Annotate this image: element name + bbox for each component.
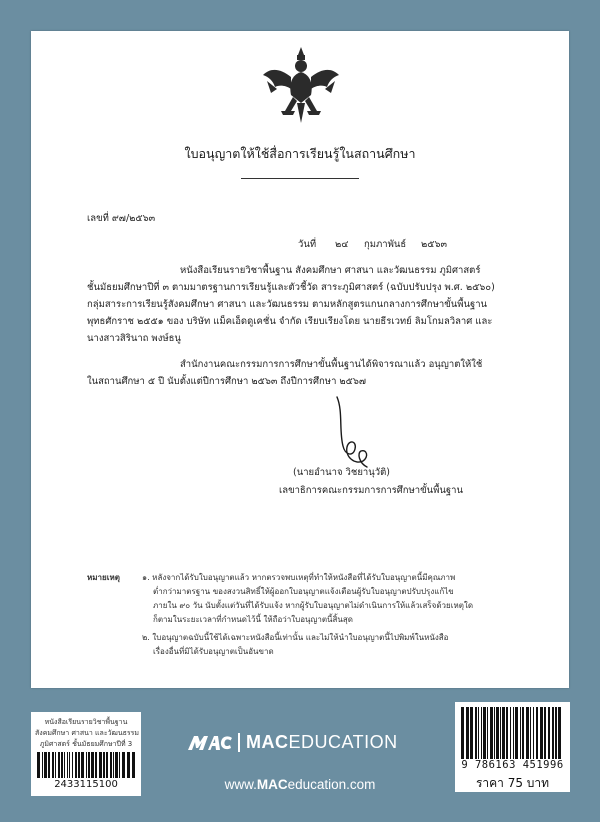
- date-month: กุมภาพันธ์: [364, 239, 407, 250]
- url-bold: MAC: [256, 777, 288, 792]
- signer-title: เลขาธิการคณะกรรมการการศึกษาขั้นพื้นฐาน: [279, 485, 463, 496]
- date-day: ๒๔: [335, 239, 349, 250]
- paragraph1-line: หนังสือเรียนรายวิชาพื้นฐาน สังคมศึกษา ศาสนา และวัฒนธรรม ภูมิศาสตร์: [180, 265, 481, 276]
- brand-divider: [238, 733, 240, 752]
- isbn-barcode-box: [455, 702, 570, 792]
- book-price: ราคา 75 บาท: [475, 776, 550, 790]
- date-year: ๒๕๖๓: [421, 239, 447, 250]
- book-info-line: หนังสือเรียนรายวิชาพื้นฐาน: [44, 718, 128, 726]
- brand-logo: [188, 732, 418, 754]
- paragraph1-line: นางสาวสิรินาถ พงษ์ธนู: [87, 333, 181, 344]
- note-label: หมายเหตุ: [87, 573, 120, 582]
- brand-name-rest: EDUCATION: [288, 732, 398, 752]
- garuda-emblem-icon: [261, 45, 341, 127]
- paragraph1-line: พุทธศักราช ๒๕๕๑ ของ บริษัท แม็คเอ็ดดูเคชั่น จำกัด เรียบเรียงโดย นายธีรเวทย์ ลิมโกมลวิลาศ และ: [87, 316, 493, 327]
- note2-line: เรื่องอื่นที่มิได้รับอนุญาตเป็นอันขาด: [153, 647, 274, 656]
- book-info-line: ภูมิศาสตร์ ชั้นมัธยมศึกษาปีที่ 3: [39, 740, 133, 748]
- paragraph2-line: ในสถานศึกษา ๕ ปี นับตั้งแต่ปีการศึกษา ๒๕๖๓ ถึงปีการศึกษา ๒๕๖๗: [87, 376, 367, 387]
- note2-line: ๒. ใบอนุญาตฉบับนี้ใช้ได้เฉพาะหนังสือนี้เท่านั้น และไม่ให้นำใบอนุญาตนี้ไปพิมพ์ในหนังสือ: [142, 633, 449, 642]
- book-info-line: สังคมศึกษา ศาสนา และวัฒนธรรม: [35, 729, 140, 737]
- paragraph1-line: กลุ่มสาระการเรียนรู้สังคมศึกษา ศาสนา และวัฒนธรรม ตามหลักสูตรแกนกลางการศึกษาขั้นพื้นฐาน: [87, 299, 488, 310]
- note1-line: ก็ตามในระยะเวลาที่กำหนดไว้นี้ ให้ถือว่าใบอนุญาตนี้สิ้นสุด: [153, 615, 353, 624]
- date-label: วันที่: [298, 239, 317, 250]
- isbn-digits: 9 786163 451996: [461, 759, 564, 771]
- paragraph1-line: ชั้นมัธยมศึกษาปีที่ ๓ ตามมาตรฐานการเรียนรู้และตัวชี้วัด สาระภูมิศาสตร์ (ฉบับปรับปรุง พ.ศ. ๒๕๖๐): [87, 282, 495, 293]
- note1-line: ๑. หลังจากได้รับใบอนุญาตแล้ว หากตรวจพบเหตุที่ทำให้หนังสือที่ได้รับใบอนุญาตนี้มีคุณภาพ: [142, 573, 456, 582]
- url-prefix: www.: [224, 777, 257, 792]
- url-suffix: education.com: [287, 777, 376, 792]
- signer-name: (นายอำนาจ วิชยานุวัติ): [293, 467, 390, 478]
- product-code: 2433115100: [54, 779, 118, 790]
- brand-name: [246, 732, 398, 753]
- brand-name-bold: MAC: [246, 732, 289, 752]
- note1-line: ต่ำกว่ามาตรฐาน ของสงวนสิทธิ์ให้ผู้ออกใบอนุญาตแจ้งเตือนผู้รับใบอนุญาตปรับปรุงแก้ไข: [153, 587, 454, 596]
- mac-logo-icon: [188, 734, 232, 750]
- document-title: ใบอนุญาตให้ใช้สื่อการเรียนรู้ในสถานศึกษา: [184, 146, 416, 161]
- isbn-barcode-icon: [461, 707, 564, 759]
- document-number: เลขที่ ๙๗/๒๕๖๓: [87, 213, 156, 224]
- license-document: [31, 31, 569, 688]
- note1-line: ภายใน ๙๐ วัน นับตั้งแต่วันที่ได้รับแจ้ง หากผู้รับใบอนุญาตไม่ดำเนินการให้แล้วเสร็จด้วยเหตุใด: [153, 601, 474, 610]
- title-underline: [241, 178, 359, 179]
- product-barcode-icon: [37, 752, 135, 778]
- paragraph2-line: สำนักงานคณะกรรมการการศึกษาขั้นพื้นฐานได้พิจารณาแล้ว อนุญาตให้ใช้: [180, 359, 483, 370]
